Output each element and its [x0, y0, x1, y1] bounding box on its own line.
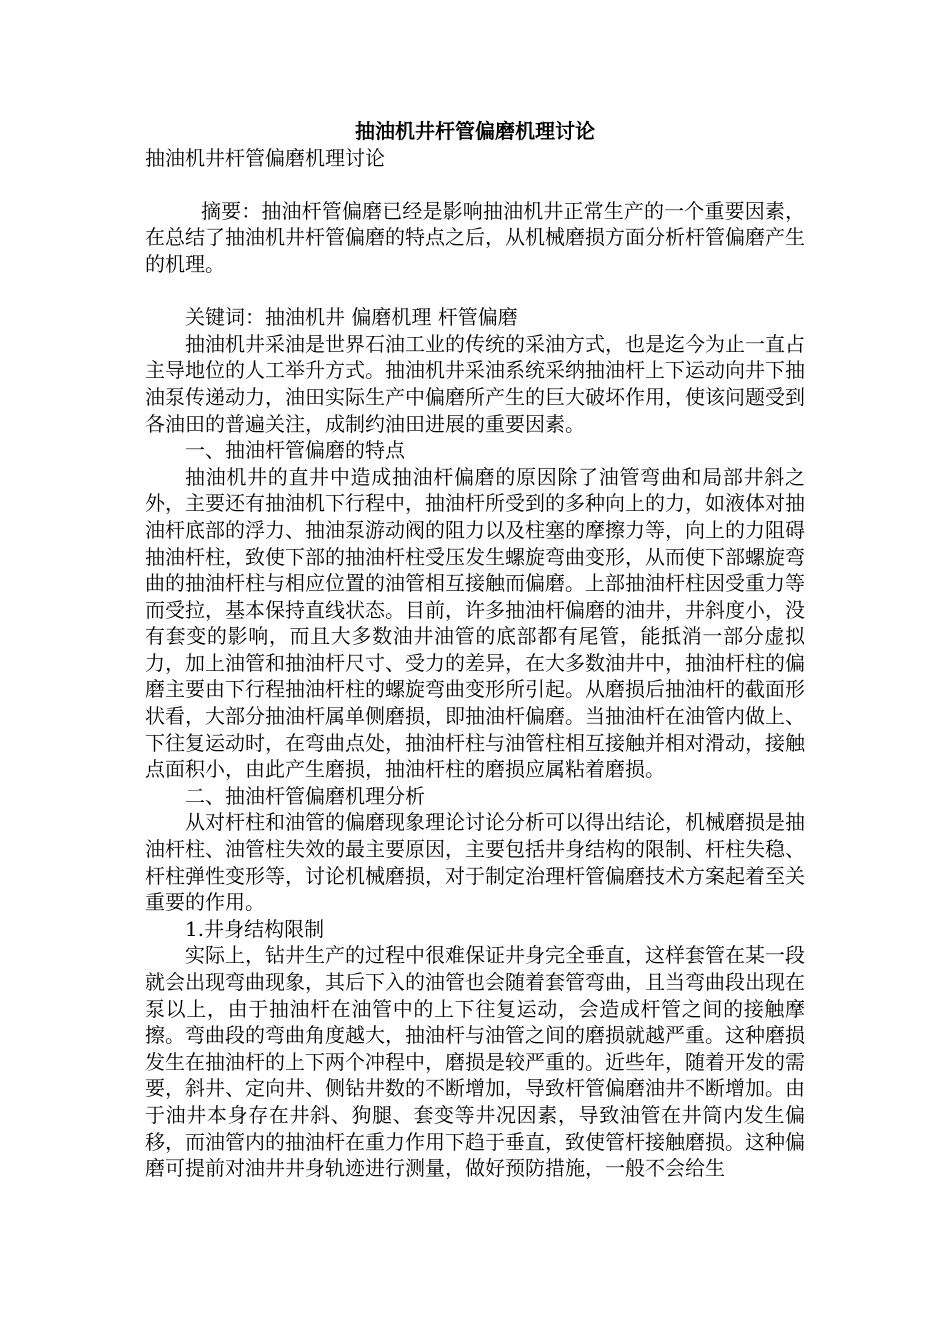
blank-line: [145, 171, 805, 198]
document-title: 抽油机井杆管偏磨机理讨论: [355, 119, 595, 143]
section1-paragraph: 抽油机井的直井中造成抽油杆偏磨的原因除了油管弯曲和局部井斜之外，主要还有抽油机下行程中，抽油杆所受到的多种向上的力，如液体对抽油杆底部的浮力、抽油泵游动阀的阻力以及柱塞的摩擦力等，向上的力阻碍抽油杆柱，致使下部的抽油杆柱受压发生螺旋弯曲变形，从而使下部螺旋弯曲的抽油杆柱与相应位置的油管相互接触而偏磨。上部抽油杆柱因受重力等而受拉，基本保持直线状态。目前，许多抽油杆偏磨的油井，井斜度小，没有套变的影响，而且大多数油井油管的底部都有尾管，能抵消一部分虚拟力，加上油管和抽油杆尺寸、受力的差异，在大多数油井中，抽油杆柱的偏磨主要由下行程抽油杆柱的螺旋弯曲变形所引起。从磨损后抽油杆的截面形状看，大部分抽油杆属单侧磨损，即抽油杆偏磨。当抽油杆在油管内做上、下往复运动时，在弯曲点处，抽油杆柱与油管柱相互接触并相对滑动，接触点面积小，由此产生磨损，抽油杆柱的磨损应属粘着磨损。: [145, 464, 805, 782]
intro-paragraph: 抽油机井采油是世界石油工业的传统的采油方式，也是迄今为止一直占主导地位的人工举升方式。抽油机井采油系统采纳抽油杆上下运动向井下抽油泵传递动力，油田实际生产中偏磨所产生的巨大破坏作用，使该问题受到各油田的普遍关注，成制约油田进展的重要因素。: [145, 331, 805, 436]
document-body: [145, 118, 805, 1182]
section1-heading: 一、抽油杆管偏磨的特点: [185, 438, 405, 463]
subsection1-heading: 1.井身结构限制: [185, 916, 325, 941]
document-subtitle: 抽油机井杆管偏磨机理讨论: [145, 145, 385, 170]
abstract-paragraph: 摘要：抽油杆管偏磨已经是影响抽油机井正常生产的一个重要因素，在总结了抽油机井杆管偏磨的特点之后，从机械磨损方面分析杆管偏磨产生的机理。: [145, 198, 805, 276]
section2-paragraph: 从对杆柱和油管的偏磨现象理论讨论分析可以得出结论，机械磨损是抽油杆柱、油管柱失效的最主要原因，主要包括井身结构的限制、杆柱失稳、杆柱弹性变形等，讨论机械磨损，对于制定治理杆管偏磨技术方案起着至关重要的作用。: [145, 810, 805, 915]
blank-line: [145, 278, 805, 305]
section2-heading: 二、抽油杆管偏磨机理分析: [185, 783, 425, 808]
keywords-line: 关键词：抽油机井 偏磨机理 杆管偏磨: [185, 305, 518, 330]
subsection1-paragraph: 实际上，钻井生产的过程中很难保证井身完全垂直，这样套管在某一段就会出现弯曲现象，其后下入的油管也会随着套管弯曲，且当弯曲段出现在泵以上，由于抽油杆在油管中的上下往复运动，会造成杆管之间的接触摩擦。弯曲段的弯曲角度越大，抽油杆与油管之间的磨损就越严重。这种磨损发生在抽油杆的上下两个冲程中，磨损是较严重的。近些年，随着开发的需要，斜井、定向井、侧钻井数的不断增加，导致杆管偏磨油井不断增加。由于油井本身存在井斜、狗腿、套变等井况因素，导致油管在井筒内发生偏移，而油管内的抽油杆在重力作用下趋于垂直，致使管杆接触磨损。这种偏磨可提前对油井井身轨迹进行测量，做好预防措施，一般不会给生: [145, 943, 805, 1181]
